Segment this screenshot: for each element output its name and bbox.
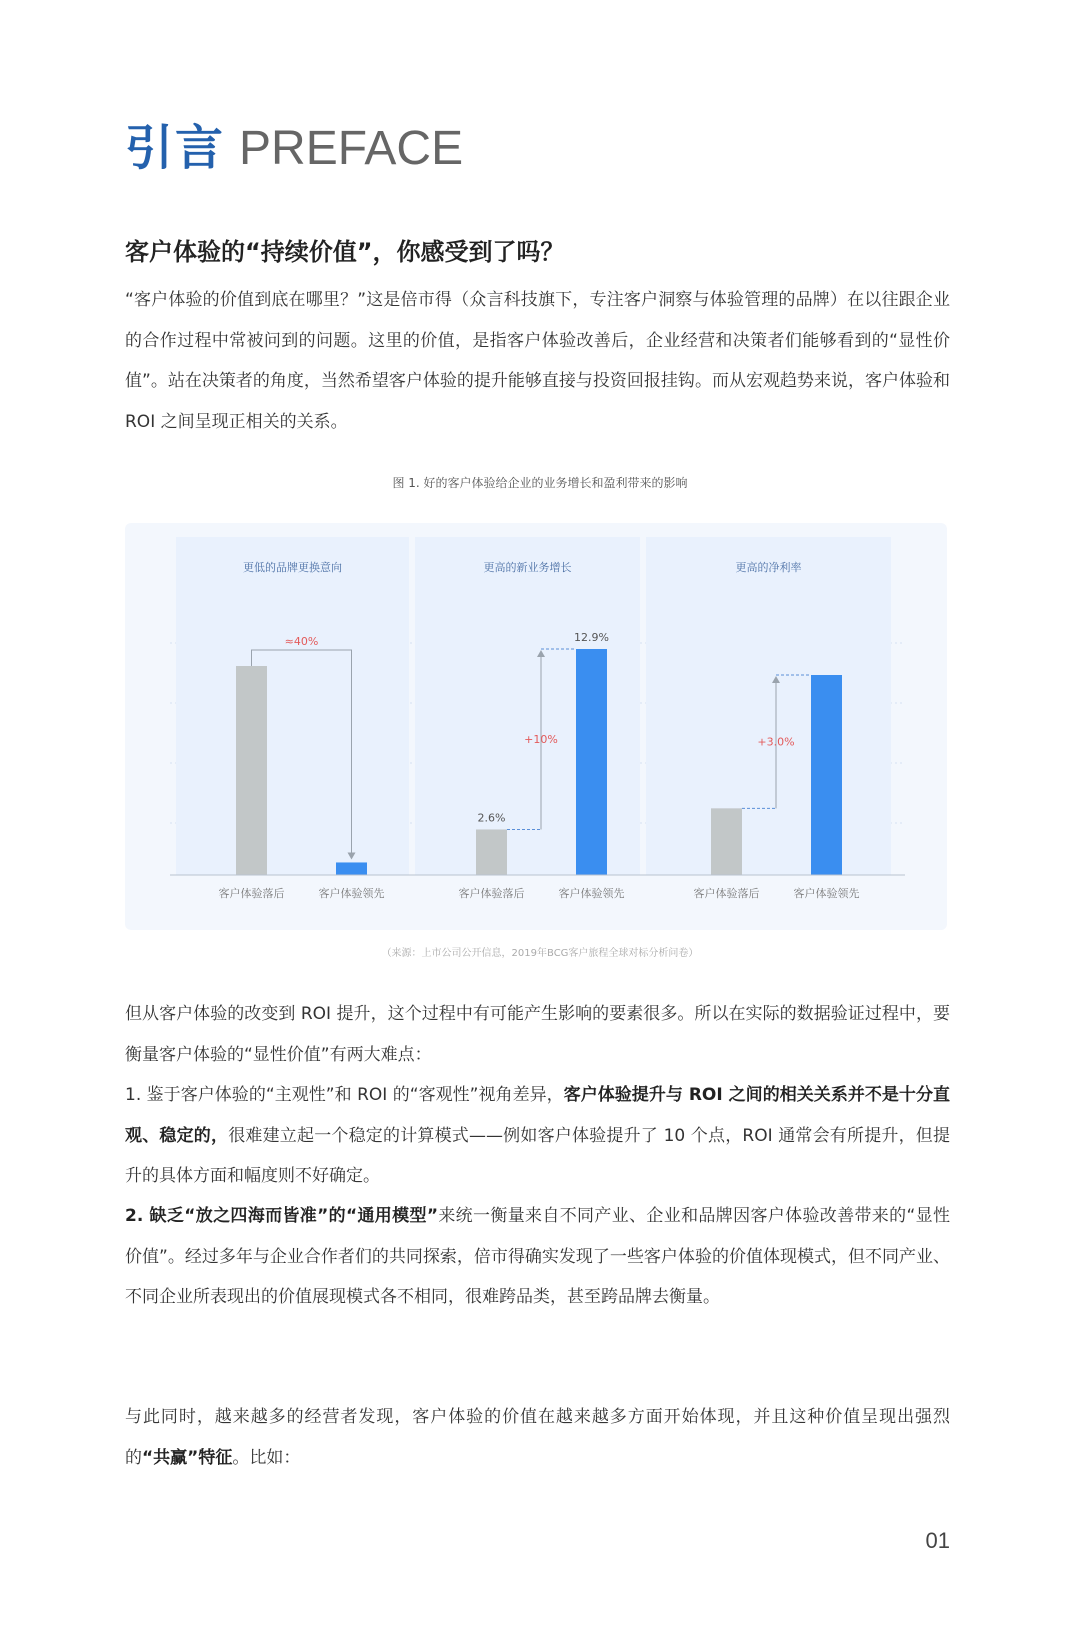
- difficulty-1-suffix: 很难建立起一个稳定的计算模式——例如客户体验提升了 10 个点，ROI 通常会有所提升，但提升的具体方面和幅度则不好确定。: [125, 1125, 950, 1186]
- difficulty-2-prefix: 2.: [125, 1206, 150, 1226]
- page-title-en: PREFACE: [239, 122, 464, 175]
- intro-paragraph: “客户体验的价值到底在哪里？”这是倍市得（众言科技旗下，专注客户洞察与体验管理的品牌）在以往跟企业的合作过程中常被问到的问题。这里的价值，是指客户体验改善后，企业经营和决策者们能够看到的“显性价值”。站在决策者的角度，当然希望客户体验的提升能够直接与投资回报挂钩。而从宏观趋势来说，客户体验和 ROI 之间呈现正相关的关系。: [125, 290, 950, 432]
- paragraph-difficulty-1: [125, 1075, 950, 1197]
- category-label: 客户体验领先: [793, 887, 860, 900]
- difficulty-2-bold: 缺乏“放之四海而皆准”的“通用模型”: [149, 1206, 438, 1226]
- difficulty-2-suffix: 来统一衡量来自不同产业、企业和品牌因客户体验改善带来的“显性价值”。经过多年与企业合作者们的共同探索，倍市得确实发现了一些客户体验的价值体现模式，但不同产业、不同企业所表现出的价值展现模式各不相同，很难跨品类，甚至跨品牌去衡量。: [125, 1206, 950, 1307]
- data-label: 2.6%: [477, 811, 506, 825]
- chart-panel-bg: [646, 537, 891, 875]
- paragraph-difficulties-intro: 但从客户体验的改变到 ROI 提升，这个过程中有可能产生影响的要素很多。所以在实际的数据验证过程中，要衡量客户体验的“显性价值”有两大难点：: [125, 1004, 950, 1065]
- bar-leading: [336, 862, 367, 875]
- paragraph-win-win: [125, 1397, 950, 1478]
- page-title-cn: 引言: [125, 120, 226, 176]
- panel-title: 更低的品牌更换意向: [243, 561, 342, 574]
- page-title: [125, 118, 463, 179]
- change-annotation: ≈40%: [284, 635, 319, 648]
- data-label: 12.9%: [574, 631, 609, 644]
- difficulty-1-prefix: 1. 鉴于客户体验的“主观性”和 ROI 的“客观性”视角差异，: [125, 1085, 564, 1105]
- panel-title: 更高的新业务增长: [483, 561, 572, 574]
- win-win-prefix: 与此同时，越来越多的经营者发现，客户体验的价值在越来越多方面开始体现，并且这种价值呈现出强烈的: [125, 1407, 950, 1468]
- difficulty-1-bold: 客户体验提升与 ROI 之间的相关关系并不是十分直观、稳定的，: [125, 1085, 950, 1146]
- category-label: 客户体验领先: [318, 887, 385, 900]
- bar-leading: [811, 675, 842, 875]
- bar-lagging: [711, 808, 742, 875]
- chart-panel-bg: [176, 537, 409, 875]
- category-label: 客户体验落后: [693, 887, 760, 900]
- page-number: 01: [925, 1528, 950, 1553]
- bar-chart-figure: [125, 523, 947, 930]
- category-label: 客户体验领先: [558, 887, 625, 900]
- bar-lagging: [236, 666, 267, 875]
- bar-lagging: [476, 829, 507, 875]
- change-annotation: +3.0%: [757, 735, 795, 749]
- panel-title: 更高的净利率: [735, 561, 802, 574]
- figure-caption: 图 1. 好的客户体验给企业的业务增长和盈利带来的影响: [392, 476, 688, 490]
- category-label: 客户体验落后: [458, 887, 525, 900]
- category-label: 客户体验落后: [218, 887, 285, 900]
- change-annotation: +10%: [524, 733, 558, 747]
- win-win-bold: “共赢”特征: [142, 1447, 233, 1468]
- paragraph-difficulty-2: [125, 1196, 950, 1318]
- bar-leading: [576, 649, 607, 875]
- figure-source: （来源：上市公司公开信息，2019年BCG客户旅程全球对标分析问卷）: [381, 948, 699, 959]
- win-win-suffix: 。比如：: [232, 1447, 301, 1468]
- section-heading: 客户体验的“持续价值”，你感受到了吗？: [125, 238, 565, 266]
